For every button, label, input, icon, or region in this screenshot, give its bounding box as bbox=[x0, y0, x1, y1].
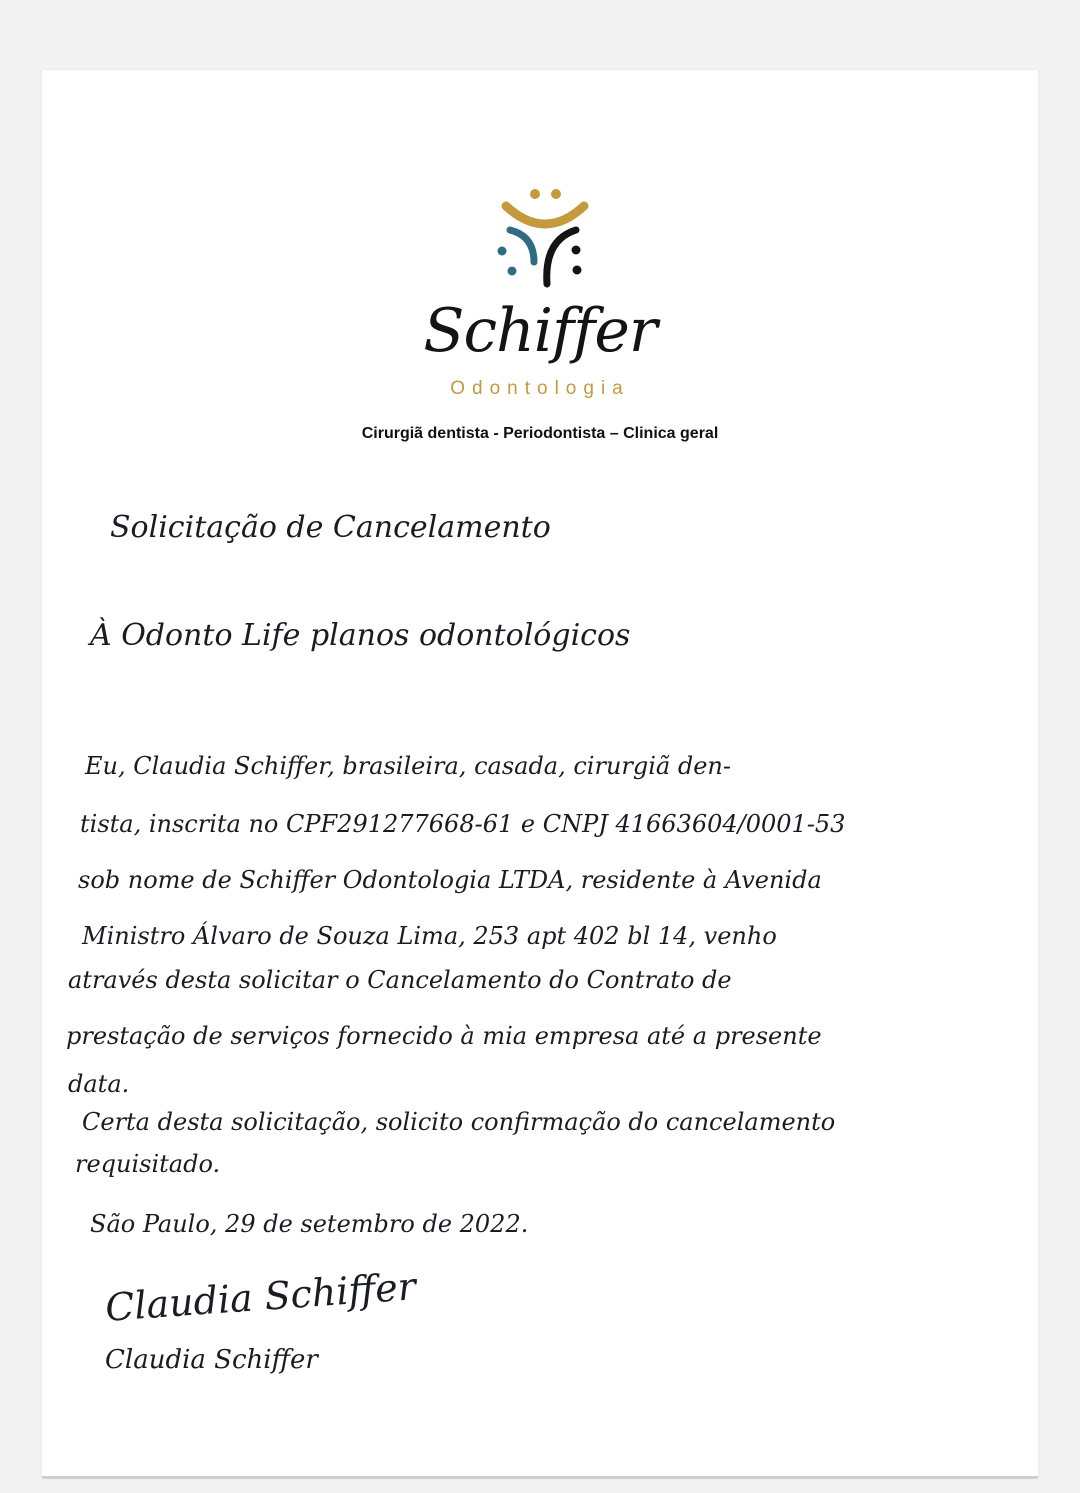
body-line: Ministro Álvaro de Souza Lima, 253 apt 402 bl 14, venho bbox=[82, 922, 777, 950]
brand-subtitle: Odontologia bbox=[450, 378, 630, 399]
body-line: Eu, Claudia Schiffer, brasileira, casada, cirurgiã den- bbox=[85, 752, 731, 780]
body-line: Certa desta solicitação, solicito confirmação do cancelamento bbox=[82, 1108, 836, 1136]
printed-name: Claudia Schiffer bbox=[105, 1345, 318, 1375]
brand-name: Schiffer bbox=[423, 296, 657, 366]
letterhead-tagline: Cirurgiã dentista - Periodontista – Clinica geral bbox=[361, 425, 719, 442]
body-line: através desta solicitar o Cancelamento do Contrato de bbox=[68, 966, 732, 994]
body-line: tista, inscrita no CPF291277668-61 e CNPJ 41663604/0001-53 bbox=[80, 810, 846, 838]
letter-date: São Paulo, 29 de setembro de 2022. bbox=[90, 1210, 529, 1238]
body-line: prestação de serviços fornecido à mia empresa até a presente bbox=[66, 1022, 822, 1050]
body-line: data. bbox=[68, 1070, 130, 1098]
signature: Claudia Schiffer bbox=[103, 1264, 418, 1330]
body-line: requisitado. bbox=[75, 1150, 221, 1178]
letter-addressee: À Odonto Life planos odontológicos bbox=[90, 618, 631, 653]
body-line: sob nome de Schiffer Odontologia LTDA, residente à Avenida bbox=[78, 866, 822, 894]
letter-title: Solicitação de Cancelamento bbox=[110, 510, 551, 545]
page-edge bbox=[42, 1476, 1038, 1479]
schiffer-smile-logo-icon bbox=[490, 180, 600, 290]
